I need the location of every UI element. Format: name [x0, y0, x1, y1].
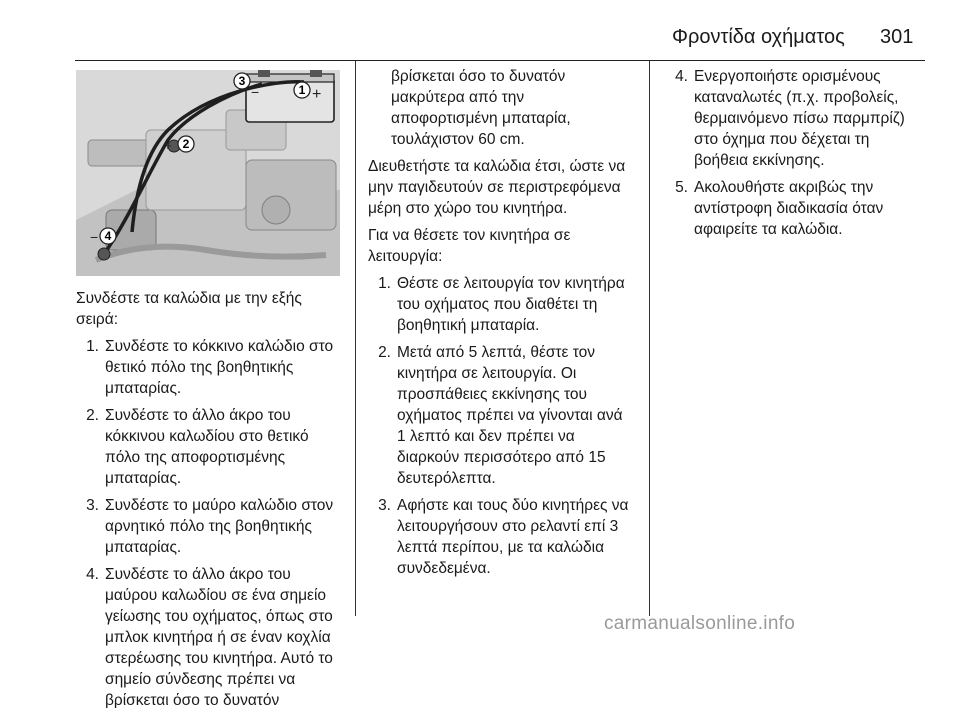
column-divider-2 [649, 61, 650, 616]
final-steps-list [665, 66, 927, 240]
cable-routing-paragraph: Διευθετήστε τα καλώδια έτσι, ώστε να μην παγιδευτούν σε περιστρεφόμενα μέρη στο χώρο του κινητήρα. [368, 158, 626, 217]
text-column-2 [368, 66, 632, 585]
svg-text:+: + [312, 86, 322, 103]
start-steps-list [368, 273, 632, 579]
step-4-continuation [368, 66, 632, 150]
list-item: 2. Μετά από 5 λεπτά, θέστε τον κινητήρα σε λειτουργία. Οι προσπάθειες εκκίνησης του οχήματος πρέπει να γίνονται ανά 1 λεπτό και δεν πρέπει να διαρκούν περισσότερο από 15 δευτερόλεπτα. [378, 344, 623, 487]
list-item: 1. Θέστε σε λειτουργία τον κινητήρα του οχήματος που διαθέτει τη βοηθητική μπαταρία. [378, 275, 625, 334]
page-header-title: Φροντίδα οχήματος [672, 26, 845, 48]
list-item: 2. Συνδέστε το άλλο άκρο του κόκκινου καλωδίου στο θετικό πόλο της αποφορτισμένης μπαταρίας. [86, 407, 309, 487]
list-item: 1. Συνδέστε το κόκκινο καλώδιο στο θετικό πόλο της βοηθητικής μπαταρίας. [86, 338, 334, 397]
page-number: 301 [880, 26, 914, 48]
intro-paragraph: Συνδέστε τα καλώδια με την εξής σειρά: [76, 290, 302, 328]
list-item: 4. Συνδέστε το άλλο άκρο του μαύρου καλωδίου σε ένα σημείο γείωσης του οχήματος, όπως στο μπλοκ κινητήρα ή σε έναν κοχλία στερέωσης του κινητήρα. Αυτό το σημείο σύνδεσης πρέπει να βρίσκεται όσο το δυνατόν [86, 566, 333, 708]
list-item: 3. Αφήστε και τους δύο κινητήρες να λειτουργήσουν στο ρελαντί επί 3 λεπτά περίπου, με τα καλώδια συνδεδεμένα. [378, 497, 629, 577]
callout-4: 4 [104, 229, 112, 243]
svg-text:−: − [251, 84, 260, 100]
svg-text:−: − [90, 229, 99, 245]
callout-1: 1 [298, 83, 306, 97]
header-rule [75, 60, 925, 61]
text-column-1 [76, 288, 342, 714]
column-divider-1 [355, 61, 356, 616]
list-item: 5. Ακολουθήστε ακριβώς την αντίστροφη διαδικασία όταν αφαιρείτε τα καλώδια. [675, 179, 884, 238]
callout-3: 3 [238, 74, 246, 88]
connection-steps-list [76, 336, 342, 708]
site-watermark: carmanualsonline.info [604, 613, 796, 634]
svg-text:+: + [164, 138, 172, 153]
text-column-3 [665, 66, 927, 246]
step-4-continued-text: βρίσκεται όσο το δυνατόν μακρύτερα από την αποφορτισμένη μπαταρία, τουλάχιστον 60 cm. [391, 68, 571, 148]
jump-start-illustration [76, 70, 340, 276]
start-engine-heading: Για να θέσετε τον κινητήρα σε λειτουργία: [368, 227, 571, 265]
callout-2: 2 [182, 137, 190, 151]
list-item: 3. Συνδέστε το μαύρο καλώδιο στον αρνητικό πόλο της βοηθητικής μπαταρίας. [86, 497, 334, 556]
list-item: 4. Ενεργοποιήστε ορισμένους καταναλωτές (π.χ. προβολείς, θερμαινόμενο πίσω παρμπρίζ) στο όχημα που δέχεται τη βοήθεια εκκίνησης. [675, 68, 905, 169]
